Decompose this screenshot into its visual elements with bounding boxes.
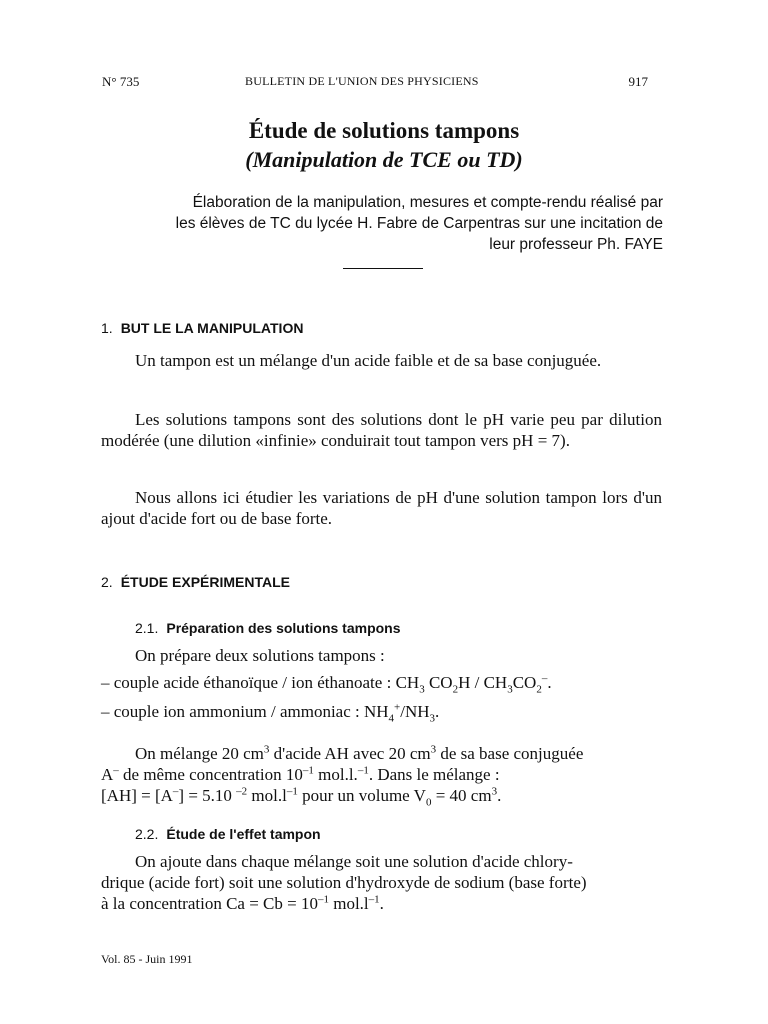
section-number: 2. xyxy=(101,574,113,590)
credits-line: Élaboration de la manipulation, mesures et compte-rendu réalisé par xyxy=(192,194,663,211)
subsection-title: Préparation des solutions tampons xyxy=(166,620,401,636)
paragraph: Nous allons ici étudier les variations de pH d'une solution tampon lors d'un ajout d'acide fort ou de base forte. xyxy=(101,488,662,528)
concentration-line: A– de même concentration $10^{-1}$ mol.l.$^{-1}$. Dans le mélange : xyxy=(101,764,500,784)
credits-line: leur professeur Ph. FAYE xyxy=(489,236,663,253)
article-subtitle: (Manipulation de TCE ou TD) xyxy=(245,147,523,172)
separator-rule xyxy=(343,268,423,269)
paragraph: Un tampon est un mélange d'un acide faible et de sa base conjuguée. xyxy=(135,351,602,370)
section-number: 1. xyxy=(101,320,113,336)
paragraph-line: drique (acide fort) soit une solution d'hydroxyde de sodium (base forte) xyxy=(101,873,587,892)
credits-line: les élèves de TC du lycée H. Fabre de Carpentras sur une incitation de xyxy=(175,215,663,232)
section-title: ÉTUDE EXPÉRIMENTALE xyxy=(120,574,290,590)
issue-number: N° 735 xyxy=(102,74,140,89)
intro-line: On prépare deux solutions tampons : xyxy=(135,646,385,665)
equation-line: [AH] = [A–] = 5.10 $^{-2}$ $mol.l^{-1}$ pour un volume $V_0 = 40$ $cm^3$. xyxy=(101,785,502,809)
list-item: – couple acide éthanoïque / ion éthanoate : $CH_3$ $CO_2H / CH_3CO_2^-$. xyxy=(101,672,552,696)
section-title: BUT LE LA MANIPULATION xyxy=(120,320,304,336)
credits xyxy=(108,192,663,255)
list-item: – couple ion ammonium / ammoniac : $NH_4^+/NH_3$. xyxy=(101,701,440,725)
subsection-title: Étude de l'effet tampon xyxy=(166,826,321,842)
paragraph-line: à la concentration $Ca = Cb = 10^{-1}$ $mol.l^{-1}$. xyxy=(101,893,384,913)
section-1-heading xyxy=(101,320,303,336)
paragraph: Les solutions tampons sont des solutions dont le pH varie peu par dilution modérée (une dilution «infinie» conduirait tout tampon vers pH = 7). xyxy=(101,410,662,450)
paragraph-line: On ajoute dans chaque mélange soit une solution d'acide chlory- xyxy=(135,852,573,871)
article-title: Étude de solutions tampons xyxy=(248,118,520,143)
journal-title: BULLETIN DE L'UNION DES PHYSICIENS xyxy=(245,74,479,88)
subsection-2-2-heading xyxy=(135,826,321,842)
page-number: 917 xyxy=(628,74,648,89)
section-2-heading xyxy=(101,574,290,590)
chemical-formula: $CH_3$ $CO_2H / CH_3CO_2^-$. xyxy=(395,672,552,696)
mix-line: On mélange 20 $cm^3$ d'acide AH avec 20 $cm^3$ de sa base conjuguée xyxy=(135,743,584,763)
chemical-formula: $NH_4^+/NH_3$. xyxy=(363,701,440,725)
footer-volume: Vol. 85 - Juin 1991 xyxy=(101,952,193,966)
subsection-number: 2.2. xyxy=(135,826,159,842)
subsection-number: 2.1. xyxy=(135,620,159,636)
subsection-2-1-heading xyxy=(135,620,401,636)
